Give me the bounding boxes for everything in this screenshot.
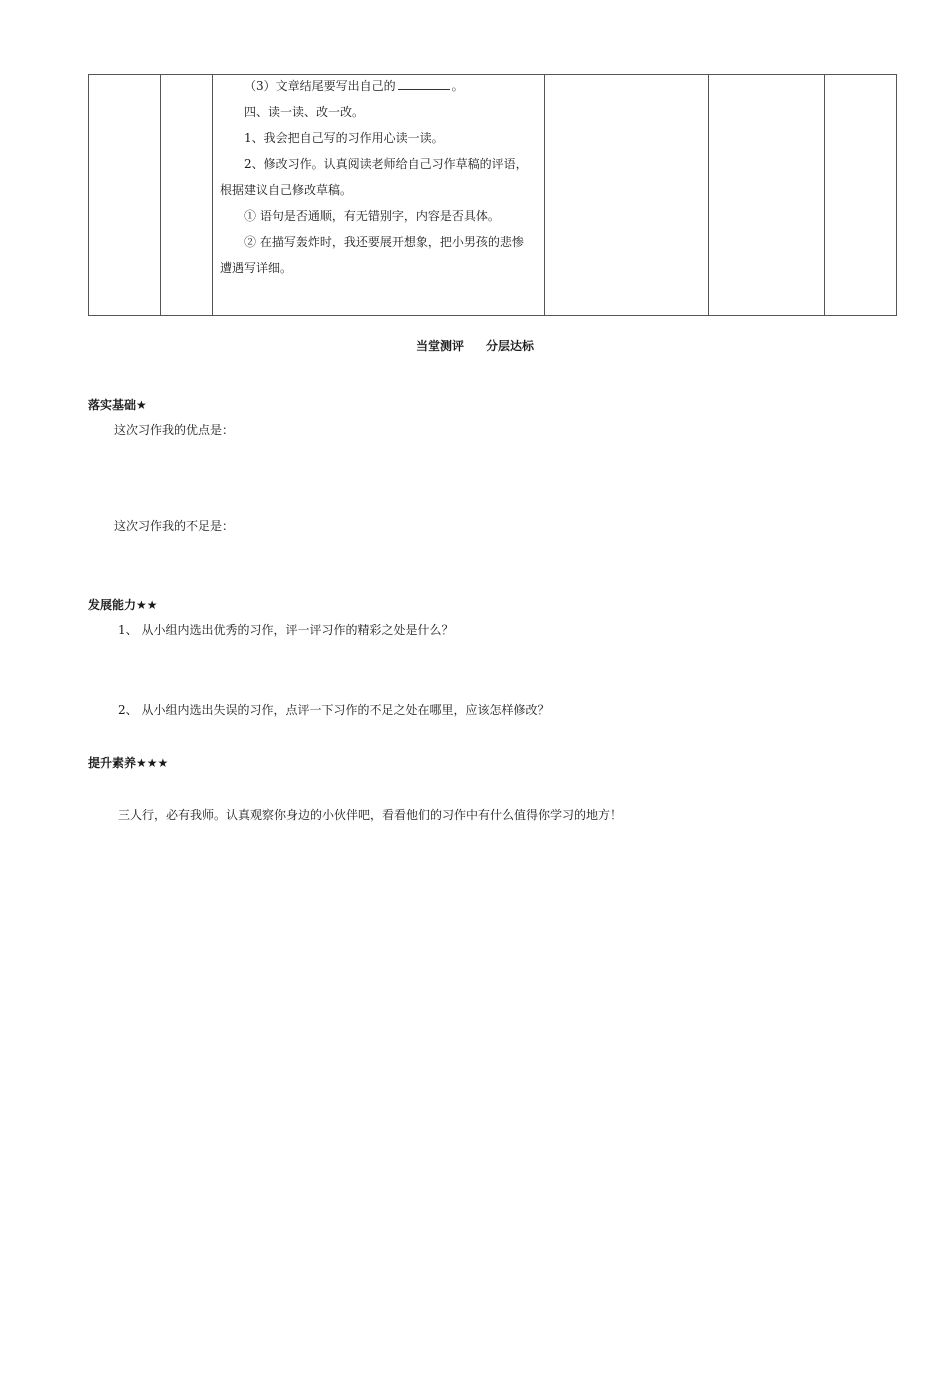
literacy-heading: 提升素养★★★ [88, 756, 169, 770]
strength-prompt: 这次习作我的优点是： [114, 423, 235, 437]
table-line-check-2: ② 在描写轰炸时，我还要展开想象，把小男孩的悲惨 [244, 235, 524, 249]
table-line-check-1: ① 语句是否通顺，有无错别字，内容是否具体。 [244, 209, 500, 223]
table-cell-empty-1 [89, 75, 161, 316]
table-cell-empty-5 [709, 75, 825, 316]
basic-heading: 落实基础★ [88, 398, 147, 412]
section-title: 当堂测评 分层达标 [415, 339, 535, 353]
weakness-prompt: 这次习作我的不足是： [114, 519, 235, 533]
table-cell-content [213, 75, 545, 316]
table-cell-empty-2 [161, 75, 213, 316]
ability-question-2: 2、 从小组内选出失误的习作，点评一下习作的不足之处在哪里，应该怎样修改？ [118, 703, 550, 717]
fill-blank [398, 77, 450, 90]
table-line-read-aloud: 1、我会把自己写的习作用心读一读。 [244, 131, 444, 145]
table-line-check-2-cont: 遭遇写详细。 [220, 261, 293, 275]
table-row [89, 75, 897, 316]
table-line-revise-cont: 根据建议自己修改草稿。 [220, 183, 353, 197]
table-line-read-revise: 四、读一读、改一改。 [244, 105, 365, 119]
table-cell-empty-4 [545, 75, 709, 316]
ability-heading: 发展能力★★ [88, 598, 158, 612]
literacy-text: 三人行，必有我师。认真观察你身边的小伙伴吧，看看他们的习作中有什么值得你学习的地方！ [118, 808, 623, 822]
lesson-plan-table [88, 74, 897, 316]
table-line-revise: 2、修改习作。认真阅读老师给自己习作草稿的评语， [244, 157, 528, 171]
table-cell-empty-6 [825, 75, 897, 316]
ability-question-1: 1、 从小组内选出优秀的习作，评一评习作的精彩之处是什么？ [118, 623, 454, 637]
table-line-ending-task: （3）文章结尾要写出自己的 。 [244, 79, 464, 93]
